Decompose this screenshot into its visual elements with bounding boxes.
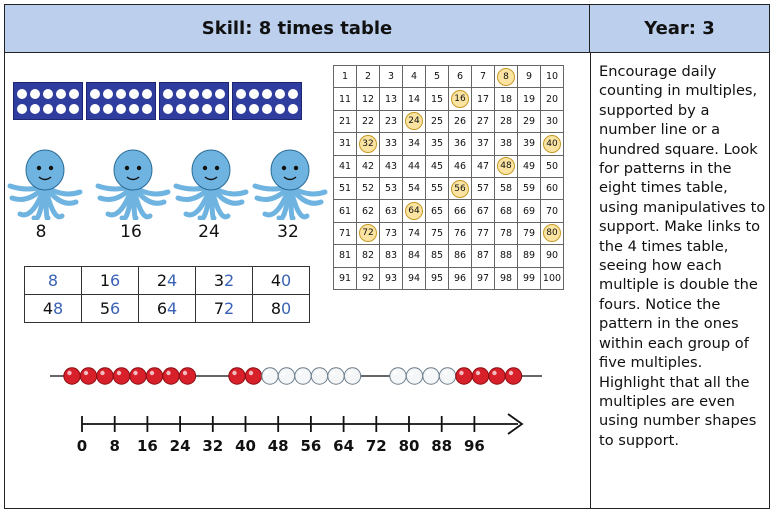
hundred-square-cell: 85 — [426, 245, 449, 267]
hundred-square-row — [334, 110, 564, 132]
hundred-square-cell: 45 — [426, 155, 449, 177]
hundred-square-cell: 95 — [426, 267, 449, 289]
ten-frame — [232, 82, 302, 120]
red-bead — [97, 368, 113, 384]
hundred-square-cell: 73 — [380, 222, 403, 244]
multiple-cell — [25, 267, 82, 295]
hundred-square-cell: 60 — [541, 177, 564, 199]
counter-dot — [43, 104, 53, 114]
ten-frame — [159, 82, 229, 120]
white-bead — [423, 368, 439, 384]
white-bead — [295, 368, 311, 384]
white-bead — [390, 368, 406, 384]
table-row — [25, 267, 310, 295]
counter-dot — [189, 89, 199, 99]
hundred-square-cell: 23 — [380, 110, 403, 132]
counter-dot — [262, 89, 272, 99]
counter-dot — [236, 104, 246, 114]
hundred-square-cell: 55 — [426, 177, 449, 199]
hundred-square-cell: 81 — [334, 245, 357, 267]
hundred-square-cell: 31 — [334, 133, 357, 155]
tens-digit: 8 — [270, 299, 281, 318]
circled-multiple: 48 — [497, 157, 515, 175]
hundred-square-cell: 9 — [518, 66, 541, 88]
ones-digit: 6 — [110, 299, 121, 318]
hundred-square-cell: 1 — [334, 66, 357, 88]
hundred-square-row — [334, 177, 564, 199]
hundred-square-cell: 69 — [518, 200, 541, 222]
tens-digit: 5 — [99, 299, 110, 318]
hundred-square-cell: 18 — [495, 88, 518, 110]
circled-multiple: 16 — [451, 90, 469, 108]
hundred-square-row — [334, 155, 564, 177]
hundred-square-cell: 25 — [426, 110, 449, 132]
year-label: Year: 3 — [590, 5, 769, 53]
octopus-count-label: 16 — [120, 222, 142, 242]
number-line-label: 72 — [365, 437, 387, 455]
skill-title: Skill: 8 times table — [5, 5, 590, 53]
bead-string — [50, 363, 542, 389]
hundred-square-cell: 43 — [380, 155, 403, 177]
hundred-square-cell: 71 — [334, 222, 357, 244]
white-bead — [328, 368, 344, 384]
hundred-square-cell: 49 — [518, 155, 541, 177]
hundred-square-cell: 11 — [334, 88, 357, 110]
hundred-square-cell: 12 — [357, 88, 380, 110]
hundred-square-cell: 4 — [403, 66, 426, 88]
red-bead — [179, 368, 195, 384]
tens-digit: 3 — [213, 271, 224, 290]
hundred-square-cell: 42 — [357, 155, 380, 177]
hundred-square-cell: 26 — [449, 110, 472, 132]
hundred-square-cell: 30 — [541, 110, 564, 132]
counter-dot — [116, 89, 126, 99]
circled-multiple: 80 — [543, 224, 561, 242]
hundred-square-cell: 19 — [518, 88, 541, 110]
red-bead — [505, 368, 521, 384]
white-bead — [278, 368, 294, 384]
hundred-square-cell: 3 — [380, 66, 403, 88]
hundred-square-cell: 29 — [518, 110, 541, 132]
hundred-square-row — [334, 200, 564, 222]
ten-frames — [13, 82, 302, 120]
hundred-square-cell: 54 — [403, 177, 426, 199]
hundred-square-cell: 88 — [495, 245, 518, 267]
hundred-square-cell: 65 — [426, 200, 449, 222]
counter-dot — [90, 89, 100, 99]
ones-digit: 6 — [110, 271, 121, 290]
multiple-cell — [82, 267, 139, 295]
hundred-square-cell: 94 — [403, 267, 426, 289]
counter-dot — [17, 104, 27, 114]
circled-multiple: 72 — [359, 224, 377, 242]
counter-dot — [43, 89, 53, 99]
number-line-label: 40 — [235, 437, 256, 455]
hundred-square-row — [334, 222, 564, 244]
hundred-square-cell: 44 — [403, 155, 426, 177]
counter-dot — [129, 89, 139, 99]
counter-dot — [189, 104, 199, 114]
number-line-label: 88 — [431, 437, 453, 455]
hundred-square-cell: 87 — [472, 245, 495, 267]
circled-multiple: 24 — [405, 112, 423, 130]
hundred-square-cell — [541, 222, 564, 244]
counter-dot — [176, 89, 186, 99]
column-divider — [590, 53, 591, 508]
red-bead — [245, 368, 261, 384]
hundred-square-cell: 52 — [357, 177, 380, 199]
hundred-square-cell: 59 — [518, 177, 541, 199]
number-line-label: 8 — [109, 437, 120, 455]
counter-dot — [275, 89, 285, 99]
white-bead — [262, 368, 278, 384]
tens-digit: 4 — [42, 299, 53, 318]
tens-digit: 4 — [270, 271, 281, 290]
hundred-square-cell: 74 — [403, 222, 426, 244]
multiple-cell — [196, 295, 253, 323]
number-line-label: 0 — [76, 437, 88, 455]
red-bead — [146, 368, 162, 384]
red-bead — [489, 368, 505, 384]
hundred-square-cell: 75 — [426, 222, 449, 244]
octopus-icon — [251, 146, 329, 220]
hundred-square-cell: 21 — [334, 110, 357, 132]
counter-dot — [103, 89, 113, 99]
number-line-label: 32 — [202, 437, 224, 455]
hundred-square-cell: 15 — [426, 88, 449, 110]
hundred-square-cell: 66 — [449, 200, 472, 222]
hundred-square-cell — [495, 155, 518, 177]
table-row — [25, 295, 310, 323]
hundred-square-cell: 57 — [472, 177, 495, 199]
counter-dot — [176, 104, 186, 114]
red-bead — [64, 368, 80, 384]
red-bead — [80, 368, 96, 384]
hundred-square-cell: 37 — [472, 133, 495, 155]
counter-dot — [17, 89, 27, 99]
counter-dot — [69, 104, 79, 114]
number-line-label: 24 — [169, 437, 191, 455]
tens-digit: 6 — [156, 299, 167, 318]
red-bead — [163, 368, 179, 384]
hundred-square-cell: 77 — [472, 222, 495, 244]
hundred-square-cell: 86 — [449, 245, 472, 267]
white-bead — [344, 368, 360, 384]
multiple-cell — [139, 295, 196, 323]
ones-digit: 2 — [224, 271, 235, 290]
counter-dot — [215, 89, 225, 99]
hundred-square-cell: 51 — [334, 177, 357, 199]
multiple-cell — [82, 295, 139, 323]
hundred-square-cell: 50 — [541, 155, 564, 177]
counter-dot — [163, 104, 173, 114]
counter-dot — [163, 89, 173, 99]
counter-dot — [56, 104, 66, 114]
hundred-square-cell: 67 — [472, 200, 495, 222]
counter-dot — [275, 104, 285, 114]
octopus-count-label: 32 — [277, 222, 299, 242]
hundred-square-cell: 35 — [426, 133, 449, 155]
hundred-square-cell: 36 — [449, 133, 472, 155]
hundred-square-cell — [403, 110, 426, 132]
red-bead — [229, 368, 245, 384]
counter-dot — [249, 104, 259, 114]
hundred-square-cell: 17 — [472, 88, 495, 110]
counter-dot — [288, 104, 298, 114]
hundred-square-cell: 97 — [472, 267, 495, 289]
hundred-square-cell: 47 — [472, 155, 495, 177]
hundred-square-cell: 28 — [495, 110, 518, 132]
ones-digit: 4 — [167, 271, 178, 290]
hundred-square-row — [334, 88, 564, 110]
hundred-square-cell — [357, 133, 380, 155]
ones-digit: 8 — [53, 299, 64, 318]
ones-digit: 0 — [281, 271, 292, 290]
red-bead — [130, 368, 146, 384]
white-bead — [406, 368, 422, 384]
hundred-square-cell: 76 — [449, 222, 472, 244]
octopus-icon — [94, 146, 172, 220]
hundred-square-cell: 63 — [380, 200, 403, 222]
tens-digit: 1 — [99, 271, 110, 290]
hundred-square-cell: 62 — [357, 200, 380, 222]
red-bead — [113, 368, 129, 384]
circled-multiple: 8 — [497, 68, 515, 86]
counter-dot — [30, 104, 40, 114]
octopus-count-label: 8 — [35, 222, 47, 242]
hundred-square-cell: 70 — [541, 200, 564, 222]
hundred-square-cell: 6 — [449, 66, 472, 88]
hundred-square-cell: 20 — [541, 88, 564, 110]
number-line-label: 56 — [300, 437, 322, 455]
counter-dot — [202, 89, 212, 99]
hundred-square-cell: 99 — [518, 267, 541, 289]
hundred-square-cell: 46 — [449, 155, 472, 177]
red-bead — [456, 368, 472, 384]
counter-dot — [288, 89, 298, 99]
hundred-square-cell — [495, 66, 518, 88]
white-bead — [439, 368, 455, 384]
hundred-square-cell: 100 — [541, 267, 564, 289]
multiple-cell — [139, 267, 196, 295]
hundred-square-cell: 61 — [334, 200, 357, 222]
hundred-square-cell: 78 — [495, 222, 518, 244]
ten-frame — [86, 82, 156, 120]
hundred-square-row — [334, 245, 564, 267]
hundred-square-cell — [357, 222, 380, 244]
hundred-square — [333, 65, 564, 290]
hundred-square-cell: 53 — [380, 177, 403, 199]
white-bead — [311, 368, 327, 384]
counter-dot — [262, 104, 272, 114]
number-line-label: 48 — [267, 437, 289, 455]
circled-multiple: 40 — [543, 135, 561, 153]
multiple-cell — [196, 267, 253, 295]
hundred-square-cell: 34 — [403, 133, 426, 155]
counter-dot — [202, 104, 212, 114]
hundred-square-cell: 13 — [380, 88, 403, 110]
hundred-square-cell: 5 — [426, 66, 449, 88]
hundred-square-cell — [541, 133, 564, 155]
counter-dot — [236, 89, 246, 99]
hundred-square-cell: 90 — [541, 245, 564, 267]
counter-dot — [129, 104, 139, 114]
hundred-square-row — [334, 66, 564, 88]
octopus-count-label: 24 — [198, 222, 220, 242]
hundred-square-cell: 2 — [357, 66, 380, 88]
hundred-square-cell — [403, 200, 426, 222]
hundred-square-cell: 89 — [518, 245, 541, 267]
hundred-square-cell: 68 — [495, 200, 518, 222]
ones-digit: 8 — [47, 271, 59, 290]
hundred-square-cell: 79 — [518, 222, 541, 244]
multiple-cell — [253, 295, 310, 323]
tens-digit: 2 — [156, 271, 167, 290]
circled-multiple: 64 — [405, 202, 423, 220]
counter-dot — [90, 104, 100, 114]
hundred-square-cell: 39 — [518, 133, 541, 155]
hundred-square-cell: 96 — [449, 267, 472, 289]
ones-digit: 4 — [167, 299, 178, 318]
hundred-square-cell — [449, 177, 472, 199]
hundred-square-cell: 58 — [495, 177, 518, 199]
hundred-square-cell: 83 — [380, 245, 403, 267]
multiples-table — [24, 266, 310, 323]
hundred-square-cell: 14 — [403, 88, 426, 110]
octopus-icon — [6, 146, 84, 220]
hundred-square-cell: 38 — [495, 133, 518, 155]
number-line-label: 80 — [398, 437, 420, 455]
tens-digit: 7 — [213, 299, 224, 318]
hundred-square-cell: 93 — [380, 267, 403, 289]
hundred-square-cell: 91 — [334, 267, 357, 289]
hundred-square-cell: 98 — [495, 267, 518, 289]
circled-multiple: 56 — [451, 180, 469, 198]
counter-dot — [142, 89, 152, 99]
counter-dot — [249, 89, 259, 99]
multiple-cell — [253, 267, 310, 295]
hundred-square-cell: 22 — [357, 110, 380, 132]
multiple-cell — [25, 295, 82, 323]
ten-frame — [13, 82, 83, 120]
hundred-square-cell: 84 — [403, 245, 426, 267]
counter-dot — [116, 104, 126, 114]
ones-digit: 2 — [224, 299, 235, 318]
hundred-square-cell — [449, 88, 472, 110]
ones-digit: 0 — [281, 299, 292, 318]
hundred-square-row — [334, 133, 564, 155]
hundred-square-cell: 33 — [380, 133, 403, 155]
octopus-icon — [172, 146, 250, 220]
counter-dot — [56, 89, 66, 99]
hundred-square-cell: 41 — [334, 155, 357, 177]
hundred-square-cell: 82 — [357, 245, 380, 267]
hundred-square-cell: 10 — [541, 66, 564, 88]
red-bead — [472, 368, 488, 384]
hundred-square-cell: 7 — [472, 66, 495, 88]
circled-multiple: 32 — [359, 135, 377, 153]
counter-dot — [215, 104, 225, 114]
number-line-label: 16 — [136, 437, 158, 455]
number-line-label: 64 — [333, 437, 355, 455]
guidance-text: Encourage daily counting in multiples, supported by a number line or a hundred square. Look for patterns in the eight times table, using manipulatives to support. Make links to the 4 times table, seeing how each multiple is double the fours. Notice the pattern in the ones within each group of five multiples. Highlight that all the multiples are even using number shapes to support. — [599, 63, 766, 449]
hundred-square-row — [334, 267, 564, 289]
counter-dot — [142, 104, 152, 114]
counter-dot — [30, 89, 40, 99]
counter-dot — [103, 104, 113, 114]
number-line-label: 96 — [463, 437, 485, 455]
hundred-square-cell: 92 — [357, 267, 380, 289]
hundred-square-cell: 27 — [472, 110, 495, 132]
counter-dot — [69, 89, 79, 99]
